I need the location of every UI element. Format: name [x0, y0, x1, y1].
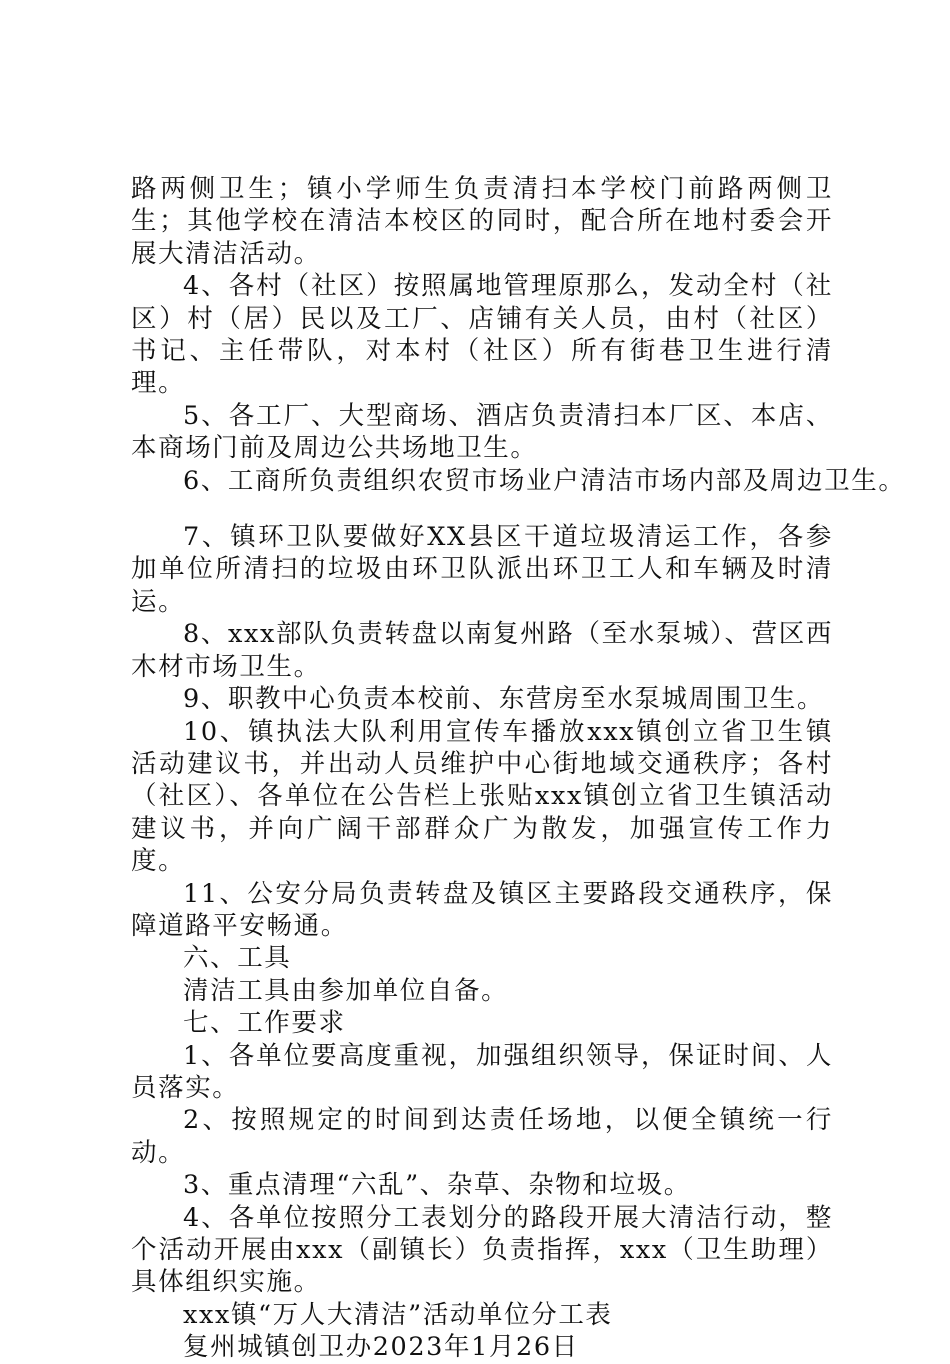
document-body	[131, 173, 906, 1364]
paragraph-requirement-3: 3、重点清理“六乱”、杂草、杂物和垃圾。	[183, 1170, 691, 1201]
signature-date: 复州城镇创卫办2023年1月26日	[183, 1332, 579, 1363]
paragraph-road-sides: 路两侧卫生；镇小学师生负责清扫本学校门前路两侧卫生；其他学校在清洁本校区的同时，配合所在地村委会开展大清洁活动。	[131, 174, 833, 269]
paragraph-requirement-2: 2、按照规定的时间到达责任场地，以便全镇统一行动。	[131, 1105, 833, 1168]
section-heading-requirements: 七、工作要求	[183, 1008, 346, 1039]
paragraph-item-5-factories: 5、各工厂、大型商场、酒店负责清扫本厂区、本店、本商场门前及周边公共场地卫生。	[131, 400, 833, 464]
attachment-title: xxx镇“万人大清洁”活动单位分工表	[183, 1299, 613, 1330]
paragraph-item-10-enforcement: 10、镇执法大队利用宣传车播放xxx镇创立省卫生镇活动建议书，并出动人员维护中心街地域交通秩序；各村（社区）、各单位在公告栏上张贴xxx镇创立省卫生镇活动建议书，并向广阔干部群众广为散发，加强宣传工作力度。	[131, 716, 833, 877]
paragraph-requirement-1: 1、各单位要高度重视，加强组织领导，保证时间、人员落实。	[131, 1040, 833, 1103]
paragraph-requirement-4: 4、各单位按照分工表划分的路段开展大清洁行动，整个活动开展由xxx（副镇长）负责指挥，xxx（卫生助理）具体组织实施。	[131, 1202, 833, 1298]
paragraph-gap	[131, 497, 833, 521]
paragraph-item-6-market: 6、工商所负责组织农贸市场业户清洁市场内部及周边卫生。	[183, 465, 906, 496]
paragraph-item-4-villages: 4、各村（社区）按照属地管理原那么，发动全村（社区）村（居）民以及工厂、店铺有关人员，由村（社区）书记、主任带队，对本村（社区）所有街巷卫生进行清理。	[131, 271, 833, 399]
paragraph-tools: 清洁工具由参加单位自备。	[183, 975, 509, 1006]
paragraph-item-7-sanitation: 7、镇环卫队要做好XX县区干道垃圾清运工作，各参加单位所清扫的垃圾由环卫队派出环卫工人和车辆及时清运。	[131, 522, 833, 617]
paragraph-item-8-troops: 8、xxx部队负责转盘以南复州路（至水泵城）、营区西木材市场卫生。	[131, 619, 833, 682]
paragraph-item-9-vocational: 9、职教中心负责本校前、东营房至水泵城周围卫生。	[183, 684, 825, 715]
section-heading-tools: 六、工具	[183, 943, 292, 974]
paragraph-item-11-police: 11、公安分局负责转盘及镇区主要路段交通秩序，保障道路平安畅通。	[131, 878, 833, 941]
